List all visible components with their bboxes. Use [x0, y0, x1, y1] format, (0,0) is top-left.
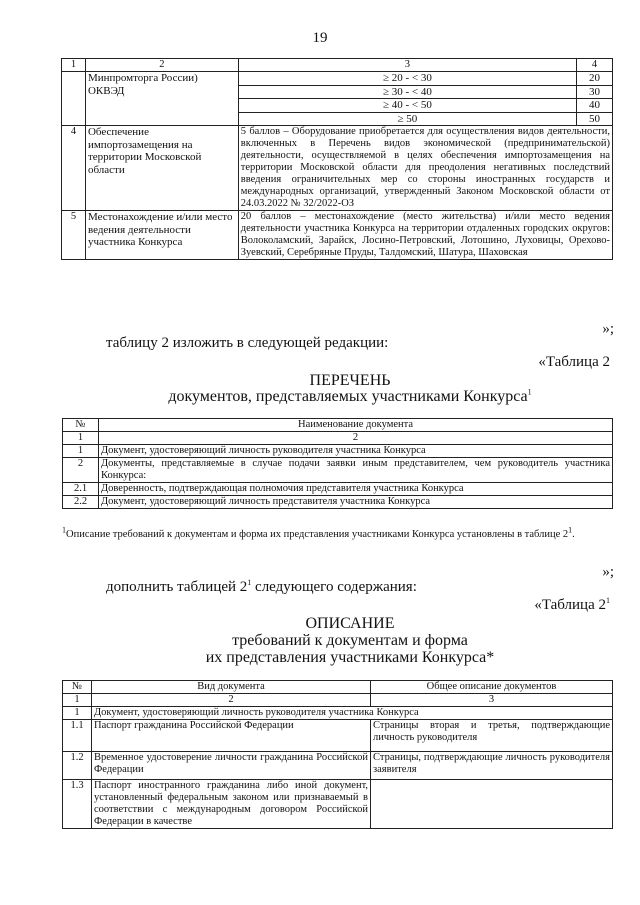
footnote: $^1$Описание требований к документам и форма их представления участниками Конкурса установлены в таблице $2^1$.: [62, 525, 575, 540]
row-number: 5: [62, 211, 86, 260]
table-row: [63, 483, 613, 496]
header-cell: 4: [577, 59, 613, 72]
criterion-name: Местонахождение и/или место ведения деятельности участника Конкурса: [85, 211, 238, 260]
row-number: 2.2: [63, 496, 99, 509]
row-number: 1.3: [63, 780, 92, 829]
closing-quote: »;: [602, 564, 614, 580]
range-score: 40: [577, 99, 613, 113]
closing-quote: »;: [602, 321, 614, 337]
criterion-name: Минпромторга России) ОКВЭД: [85, 72, 238, 126]
document-description: [371, 780, 613, 829]
table-row: [63, 720, 613, 752]
range-score: 20: [577, 72, 613, 86]
range-label: ≥ 50: [238, 112, 576, 126]
column-header: Общее описание документов: [371, 681, 613, 694]
table-row: [63, 445, 613, 458]
header-cell: 3: [238, 59, 576, 72]
table-label: «Таблица $2^1$: [534, 596, 610, 613]
document-name: Доверенность, подтверждающая полномочия представителя участника Конкурса: [99, 483, 613, 496]
column-header: Наименование документа: [99, 419, 613, 432]
table-row: [62, 126, 613, 211]
header-cell: 1: [62, 59, 86, 72]
section-subheading: их представления участниками Конкурса*: [205, 649, 495, 666]
section-heading: ПЕРЕЧЕНЬ: [309, 372, 391, 389]
range-label: ≥ 30 - < 40: [238, 85, 576, 99]
section-title: Документ, удостоверяющий личность руководителя участника Конкурса: [92, 707, 613, 720]
requirements-table: [62, 680, 613, 829]
table-row: [63, 780, 613, 829]
range-label: ≥ 40 - < 50: [238, 99, 576, 113]
table-section-row: [63, 707, 613, 720]
section-heading: ОПИСАНИЕ: [305, 615, 395, 632]
index-cell: 1: [63, 432, 99, 445]
column-header: №: [63, 681, 92, 694]
index-cell: 1: [63, 694, 92, 707]
table-row: [62, 72, 613, 86]
criteria-table: [61, 58, 613, 260]
criterion-description: 20 баллов – местонахождение (место жительства) и/или место ведения деятельности участника Конкурса на территории отдаленных городских округов: Волоколамский, Зарайск, Лосино-Петровский, Лотошино, Луховицы, Орехово-Зуевский, Серебряные Пруды, Талдомский, Шатура, Шаховская: [238, 211, 612, 260]
document-type: Паспорт иностранного гражданина либо иной документ, установленный федеральным законом или признаваемый в соответствии с международным договором Российской Федерации в качестве: [92, 780, 371, 829]
table-index-row: [63, 694, 613, 707]
document-name: Документ, удостоверяющий личность руководителя участника Конкурса: [99, 445, 613, 458]
range-score: 30: [577, 85, 613, 99]
document-description: Страницы, подтверждающие личность руководителя заявителя: [371, 752, 613, 780]
index-cell: 2: [92, 694, 371, 707]
criterion-name: Обеспечение импортозамещения на территории Московской области: [85, 126, 238, 211]
table-header-row: [63, 681, 613, 694]
table-header-row: [63, 419, 613, 432]
document-type: Паспорт гражданина Российской Федерации: [92, 720, 371, 752]
table-header-row: [62, 59, 613, 72]
row-number: 1: [63, 707, 92, 720]
document-description: Страницы вторая и третья, подтверждающие личность руководителя: [371, 720, 613, 752]
instruction-text: таблицу 2 изложить в следующей редакции:: [106, 335, 389, 351]
index-cell: 2: [99, 432, 613, 445]
section-subheading: документов, представляемых участниками Конкурса$^1$: [168, 387, 532, 405]
document-type: Временное удостоверение личности гражданина Российской Федерации: [92, 752, 371, 780]
section-subheading: требований к документам и форма: [232, 632, 468, 649]
table-row: [63, 752, 613, 780]
table-row: [63, 458, 613, 483]
column-header: Вид документа: [92, 681, 371, 694]
document-name: Документы, представляемые в случае подачи заявки иным представителем, чем руководитель участника Конкурса:: [99, 458, 613, 483]
table-index-row: [63, 432, 613, 445]
row-number: 1.2: [63, 752, 92, 780]
page-number: 19: [312, 30, 328, 46]
row-number: 1: [63, 445, 99, 458]
row-number: 4: [62, 126, 86, 211]
range-label: ≥ 20 - < 30: [238, 72, 576, 86]
row-number: 2.1: [63, 483, 99, 496]
row-number: 2: [63, 458, 99, 483]
header-cell: 2: [85, 59, 238, 72]
instruction-text: дополнить таблицей $2^1$ следующего содержания:: [106, 578, 417, 595]
table-label: «Таблица 2: [538, 354, 610, 370]
table-row: [63, 496, 613, 509]
row-number: 1.1: [63, 720, 92, 752]
criterion-description: 5 баллов – Оборудование приобретается для осуществления видов деятельности, включенных в Перечень видов экономической (предпринимательской) деятельности, осуществляемой в целях обеспечения импортозамещения на территории Московской области для преодоления негативных последствий введения ограничительных мер со стороны иностранных государств и международных организаций, утвержденный Законом Московской области от 24.03.2022 № 32/2022-ОЗ: [238, 126, 612, 211]
document-name: Документ, удостоверяющий личность представителя участника Конкурса: [99, 496, 613, 509]
column-header: №: [63, 419, 99, 432]
table-row: [62, 211, 613, 260]
range-score: 50: [577, 112, 613, 126]
documents-table: [62, 418, 613, 509]
index-cell: 3: [371, 694, 613, 707]
